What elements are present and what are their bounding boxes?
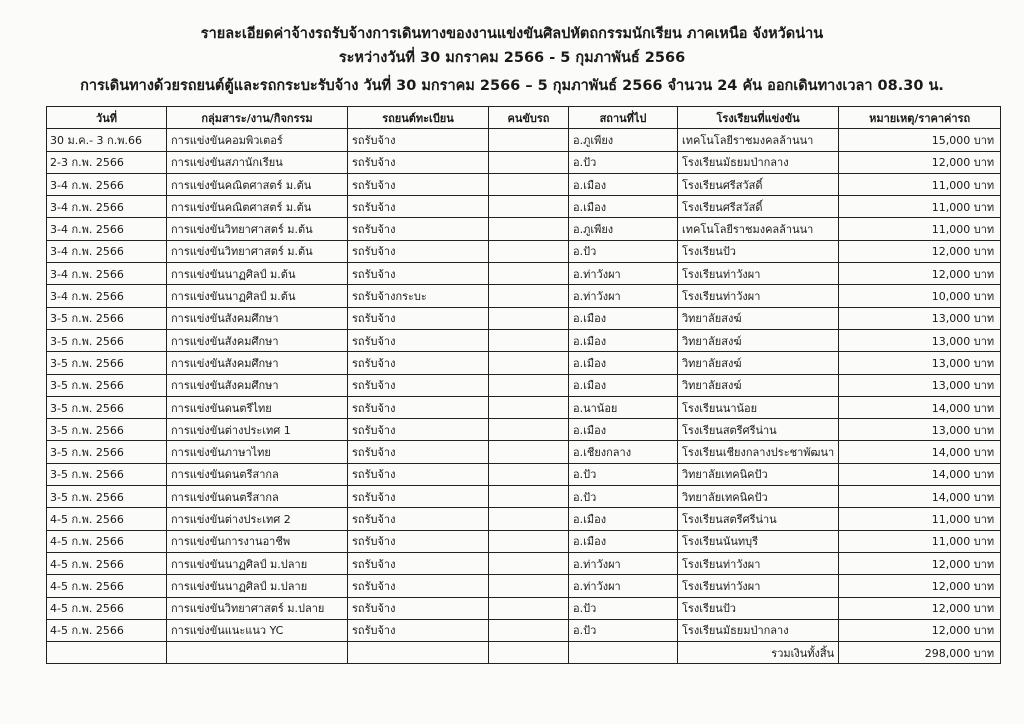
cell-vehicle: รถรับจ้าง — [348, 151, 489, 173]
cell-price: 12,000 บาท — [839, 151, 1001, 173]
column-header-date: วันที่ — [47, 107, 167, 129]
cell-date: 3-4 ก.พ. 2566 — [47, 240, 167, 262]
cell-price: 11,000 บาท — [839, 218, 1001, 240]
table-row — [47, 240, 1001, 262]
table-row — [47, 508, 1001, 530]
cell-driver — [489, 619, 569, 641]
cell-school: โรงเรียนท่าวังผา — [678, 285, 839, 307]
cell-school: โรงเรียนศรีสวัสดิ์ — [678, 196, 839, 218]
cell-school: วิทยาลัยสงฆ์ — [678, 352, 839, 374]
empty-cell — [47, 642, 167, 664]
table-row — [47, 597, 1001, 619]
column-header-vehicle: รถยนต์ทะเบียน — [348, 107, 489, 129]
empty-cell — [348, 642, 489, 664]
cell-driver — [489, 419, 569, 441]
cell-driver — [489, 575, 569, 597]
cell-school: โรงเรียนมัธยมป่ากลาง — [678, 151, 839, 173]
cell-activity: การแข่งขันนาฏศิลป์ ม.ปลาย — [167, 575, 348, 597]
cell-driver — [489, 508, 569, 530]
cell-price: 12,000 บาท — [839, 263, 1001, 285]
cell-price: 12,000 บาท — [839, 240, 1001, 262]
cell-destination: อ.ปัว — [569, 463, 678, 485]
cell-driver — [489, 329, 569, 351]
cell-destination: อ.เชียงกลาง — [569, 441, 678, 463]
cell-activity: การแข่งขันวิทยาศาสตร์ ม.ปลาย — [167, 597, 348, 619]
cell-school: โรงเรียนเชียงกลางประชาพัฒนา — [678, 441, 839, 463]
cell-vehicle: รถรับจ้าง — [348, 419, 489, 441]
total-value: 298,000 บาท — [839, 642, 1001, 664]
cell-destination: อ.นาน้อย — [569, 396, 678, 418]
cell-date: 3-4 ก.พ. 2566 — [47, 173, 167, 195]
date-range: ระหว่างวันที่ 30 มกราคม 2566 - 5 กุมภาพันธ์ 2566 — [338, 50, 686, 66]
cell-activity: การแข่งขันสังคมศึกษา — [167, 352, 348, 374]
cell-destination: อ.ปัว — [569, 240, 678, 262]
total-row — [47, 642, 1001, 664]
cell-activity: การแข่งขันดนตรีไทย — [167, 396, 348, 418]
table-row — [47, 173, 1001, 195]
table-row — [47, 530, 1001, 552]
cell-vehicle: รถรับจ้าง — [348, 173, 489, 195]
cell-price: 14,000 บาท — [839, 486, 1001, 508]
cost-table — [46, 106, 1001, 664]
cell-price: 13,000 บาท — [839, 352, 1001, 374]
cell-destination: อ.ภูเพียง — [569, 218, 678, 240]
cell-price: 12,000 บาท — [839, 575, 1001, 597]
cell-destination: อ.ท่าวังผา — [569, 575, 678, 597]
empty-cell — [167, 642, 348, 664]
cell-vehicle: รถรับจ้าง — [348, 463, 489, 485]
cell-price: 11,000 บาท — [839, 173, 1001, 195]
table-row — [47, 329, 1001, 351]
cell-date: 3-5 ก.พ. 2566 — [47, 329, 167, 351]
cell-destination: อ.เมือง — [569, 530, 678, 552]
cell-price: 15,000 บาท — [839, 129, 1001, 151]
table-row — [47, 486, 1001, 508]
cell-school: โรงเรียนปัว — [678, 240, 839, 262]
cell-price: 13,000 บาท — [839, 307, 1001, 329]
cell-price: 12,000 บาท — [839, 597, 1001, 619]
cell-destination: อ.เมือง — [569, 307, 678, 329]
table-body — [47, 129, 1001, 664]
cell-activity: การแข่งขันคณิตศาสตร์ ม.ต้น — [167, 196, 348, 218]
cell-date: 3-5 ก.พ. 2566 — [47, 352, 167, 374]
cell-date: 4-5 ก.พ. 2566 — [47, 619, 167, 641]
cell-school: เทคโนโลยีราชมงคลล้านนา — [678, 218, 839, 240]
cell-vehicle: รถรับจ้าง — [348, 329, 489, 351]
cell-price: 12,000 บาท — [839, 552, 1001, 574]
cell-activity: การแข่งขันสังคมศึกษา — [167, 307, 348, 329]
document-header — [0, 22, 1024, 98]
column-header-activity: กลุ่มสาระ/งาน/กิจกรรม — [167, 107, 348, 129]
cell-driver — [489, 463, 569, 485]
cell-destination: อ.เมือง — [569, 508, 678, 530]
cell-destination: อ.ปัว — [569, 619, 678, 641]
table-row — [47, 352, 1001, 374]
cell-vehicle: รถรับจ้าง — [348, 441, 489, 463]
cell-date: 4-5 ก.พ. 2566 — [47, 508, 167, 530]
cell-driver — [489, 218, 569, 240]
table-row — [47, 374, 1001, 396]
cell-activity: การแข่งขันนาฏศิลป์ ม.ปลาย — [167, 552, 348, 574]
cell-date: 3-4 ก.พ. 2566 — [47, 218, 167, 240]
cell-driver — [489, 597, 569, 619]
cell-driver — [489, 173, 569, 195]
column-header-destination: สถานที่ไป — [569, 107, 678, 129]
cell-date: 4-5 ก.พ. 2566 — [47, 575, 167, 597]
cell-date: 4-5 ก.พ. 2566 — [47, 597, 167, 619]
cell-school: โรงเรียนปัว — [678, 597, 839, 619]
cell-date: 3-4 ก.พ. 2566 — [47, 285, 167, 307]
trip-description: การเดินทางด้วยรถยนต์ตู้และรถกระบะรับจ้าง วันที่ 30 มกราคม 2566 – 5 กุมภาพันธ์ 2566 จำนวน 24 คัน ออกเดินทางเวลา 08.30 น. — [80, 78, 944, 94]
cell-date: 4-5 ก.พ. 2566 — [47, 552, 167, 574]
cell-driver — [489, 530, 569, 552]
column-header-school: โรงเรียนที่แข่งขัน — [678, 107, 839, 129]
cell-vehicle: รถรับจ้าง — [348, 352, 489, 374]
cell-date: 3-5 ก.พ. 2566 — [47, 419, 167, 441]
cell-driver — [489, 263, 569, 285]
cell-school: โรงเรียนมัธยมป่ากลาง — [678, 619, 839, 641]
cell-activity: การแข่งขันดนตรีสากล — [167, 463, 348, 485]
cell-activity: การแข่งขันภาษาไทย — [167, 441, 348, 463]
cell-price: 13,000 บาท — [839, 374, 1001, 396]
cell-activity: การแข่งขันคอมพิวเตอร์ — [167, 129, 348, 151]
cell-price: 14,000 บาท — [839, 441, 1001, 463]
cell-school: โรงเรียนท่าวังผา — [678, 575, 839, 597]
cell-driver — [489, 307, 569, 329]
document-title: รายละเอียดค่าจ้างรถรับจ้างการเดินทางของงานแข่งขันศิลปหัตถกรรมนักเรียน ภาคเหนือ จังหวัดน่าน — [200, 26, 824, 42]
table-row — [47, 218, 1001, 240]
cell-price: 14,000 บาท — [839, 463, 1001, 485]
cell-school: วิทยาลัยสงฆ์ — [678, 307, 839, 329]
cell-activity: การแข่งขันการงานอาชีพ — [167, 530, 348, 552]
cell-date: 3-5 ก.พ. 2566 — [47, 307, 167, 329]
cell-price: 12,000 บาท — [839, 619, 1001, 641]
cell-destination: อ.ปัว — [569, 597, 678, 619]
cell-date: 3-5 ก.พ. 2566 — [47, 374, 167, 396]
table-row — [47, 419, 1001, 441]
cell-school: วิทยาลัยเทคนิคปัว — [678, 486, 839, 508]
cell-date: 30 ม.ค.- 3 ก.พ.66 — [47, 129, 167, 151]
cell-date: 4-5 ก.พ. 2566 — [47, 530, 167, 552]
cell-activity: การแข่งขันต่างประเทศ 1 — [167, 419, 348, 441]
cell-price: 13,000 บาท — [839, 329, 1001, 351]
cell-vehicle: รถรับจ้าง — [348, 307, 489, 329]
cell-price: 11,000 บาท — [839, 508, 1001, 530]
cell-school: โรงเรียนนันทบุรี — [678, 530, 839, 552]
cell-school: เทคโนโลยีราชมงคลล้านนา — [678, 129, 839, 151]
cell-destination: อ.ปัว — [569, 151, 678, 173]
cell-vehicle: รถรับจ้าง — [348, 530, 489, 552]
cell-date: 2-3 ก.พ. 2566 — [47, 151, 167, 173]
cell-vehicle: รถรับจ้าง — [348, 396, 489, 418]
cell-date: 3-5 ก.พ. 2566 — [47, 486, 167, 508]
table-row — [47, 463, 1001, 485]
cell-vehicle: รถรับจ้าง — [348, 508, 489, 530]
empty-cell — [489, 642, 569, 664]
cell-destination: อ.ท่าวังผา — [569, 552, 678, 574]
table-row — [47, 129, 1001, 151]
table-row — [47, 396, 1001, 418]
cell-school: โรงเรียนท่าวังผา — [678, 263, 839, 285]
cell-price: 11,000 บาท — [839, 196, 1001, 218]
table-row — [47, 552, 1001, 574]
cell-destination: อ.ท่าวังผา — [569, 263, 678, 285]
table-row — [47, 196, 1001, 218]
cell-vehicle: รถรับจ้าง — [348, 218, 489, 240]
cell-destination: อ.เมือง — [569, 329, 678, 351]
cell-vehicle: รถรับจ้าง — [348, 552, 489, 574]
cell-activity: การแข่งขันแนะแนว YC — [167, 619, 348, 641]
cell-school: วิทยาลัยสงฆ์ — [678, 374, 839, 396]
table-row — [47, 263, 1001, 285]
cell-driver — [489, 196, 569, 218]
cell-price: 14,000 บาท — [839, 396, 1001, 418]
cell-date: 3-5 ก.พ. 2566 — [47, 463, 167, 485]
cell-school: วิทยาลัยเทคนิคปัว — [678, 463, 839, 485]
table-row — [47, 285, 1001, 307]
cell-destination: อ.ปัว — [569, 486, 678, 508]
cell-school: โรงเรียนสตรีศรีน่าน — [678, 508, 839, 530]
cell-driver — [489, 129, 569, 151]
table-row — [47, 307, 1001, 329]
cell-driver — [489, 441, 569, 463]
empty-cell — [569, 642, 678, 664]
cell-school: โรงเรียนท่าวังผา — [678, 552, 839, 574]
cell-date: 3-4 ก.พ. 2566 — [47, 196, 167, 218]
cell-date: 3-5 ก.พ. 2566 — [47, 396, 167, 418]
cell-school: วิทยาลัยสงฆ์ — [678, 329, 839, 351]
cell-date: 3-4 ก.พ. 2566 — [47, 263, 167, 285]
cell-activity: การแข่งขันต่างประเทศ 2 — [167, 508, 348, 530]
cell-vehicle: รถรับจ้าง — [348, 597, 489, 619]
cell-destination: อ.เมือง — [569, 374, 678, 396]
table-row — [47, 575, 1001, 597]
cell-destination: อ.ภูเพียง — [569, 129, 678, 151]
cell-vehicle: รถรับจ้าง — [348, 619, 489, 641]
cell-vehicle: รถรับจ้าง — [348, 374, 489, 396]
cell-activity: การแข่งขันสังคมศึกษา — [167, 329, 348, 351]
cell-driver — [489, 285, 569, 307]
table-row — [47, 619, 1001, 641]
cell-school: โรงเรียนศรีสวัสดิ์ — [678, 173, 839, 195]
cell-activity: การแข่งขันคณิตศาสตร์ ม.ต้น — [167, 173, 348, 195]
cell-vehicle: รถรับจ้าง — [348, 575, 489, 597]
cell-vehicle: รถรับจ้าง — [348, 196, 489, 218]
cell-vehicle: รถรับจ้างกระบะ — [348, 285, 489, 307]
cell-driver — [489, 486, 569, 508]
cell-price: 11,000 บาท — [839, 530, 1001, 552]
cell-vehicle: รถรับจ้าง — [348, 240, 489, 262]
total-label: รวมเงินทั้งสิ้น — [678, 642, 839, 664]
cell-destination: อ.เมือง — [569, 419, 678, 441]
cell-activity: การแข่งขันนาฏศิลป์ ม.ต้น — [167, 263, 348, 285]
cell-vehicle: รถรับจ้าง — [348, 263, 489, 285]
cell-activity: การแข่งขันสังคมศึกษา — [167, 374, 348, 396]
cell-driver — [489, 396, 569, 418]
cell-price: 13,000 บาท — [839, 419, 1001, 441]
cell-activity: การแข่งขันดนตรีสากล — [167, 486, 348, 508]
cell-destination: อ.เมือง — [569, 352, 678, 374]
cell-driver — [489, 374, 569, 396]
cell-driver — [489, 552, 569, 574]
column-header-driver: คนขับรถ — [489, 107, 569, 129]
cell-destination: อ.เมือง — [569, 196, 678, 218]
table-row — [47, 151, 1001, 173]
table-header-row — [47, 107, 1001, 129]
cell-activity: การแข่งขันสภานักเรียน — [167, 151, 348, 173]
cell-activity: การแข่งขันวิทยาศาสตร์ ม.ต้น — [167, 218, 348, 240]
cell-vehicle: รถรับจ้าง — [348, 486, 489, 508]
cell-driver — [489, 151, 569, 173]
cell-date: 3-5 ก.พ. 2566 — [47, 441, 167, 463]
cell-price: 10,000 บาท — [839, 285, 1001, 307]
cell-activity: การแข่งขันวิทยาศาสตร์ ม.ต้น — [167, 240, 348, 262]
cell-driver — [489, 352, 569, 374]
cell-activity: การแข่งขันนาฏศิลป์ ม.ต้น — [167, 285, 348, 307]
table-row — [47, 441, 1001, 463]
cell-school: โรงเรียนนาน้อย — [678, 396, 839, 418]
cell-destination: อ.ท่าวังผา — [569, 285, 678, 307]
column-header-price: หมายเหตุ/ราคาค่ารถ — [839, 107, 1001, 129]
cell-driver — [489, 240, 569, 262]
cell-destination: อ.เมือง — [569, 173, 678, 195]
cell-vehicle: รถรับจ้าง — [348, 129, 489, 151]
cell-school: โรงเรียนสตรีศรีน่าน — [678, 419, 839, 441]
